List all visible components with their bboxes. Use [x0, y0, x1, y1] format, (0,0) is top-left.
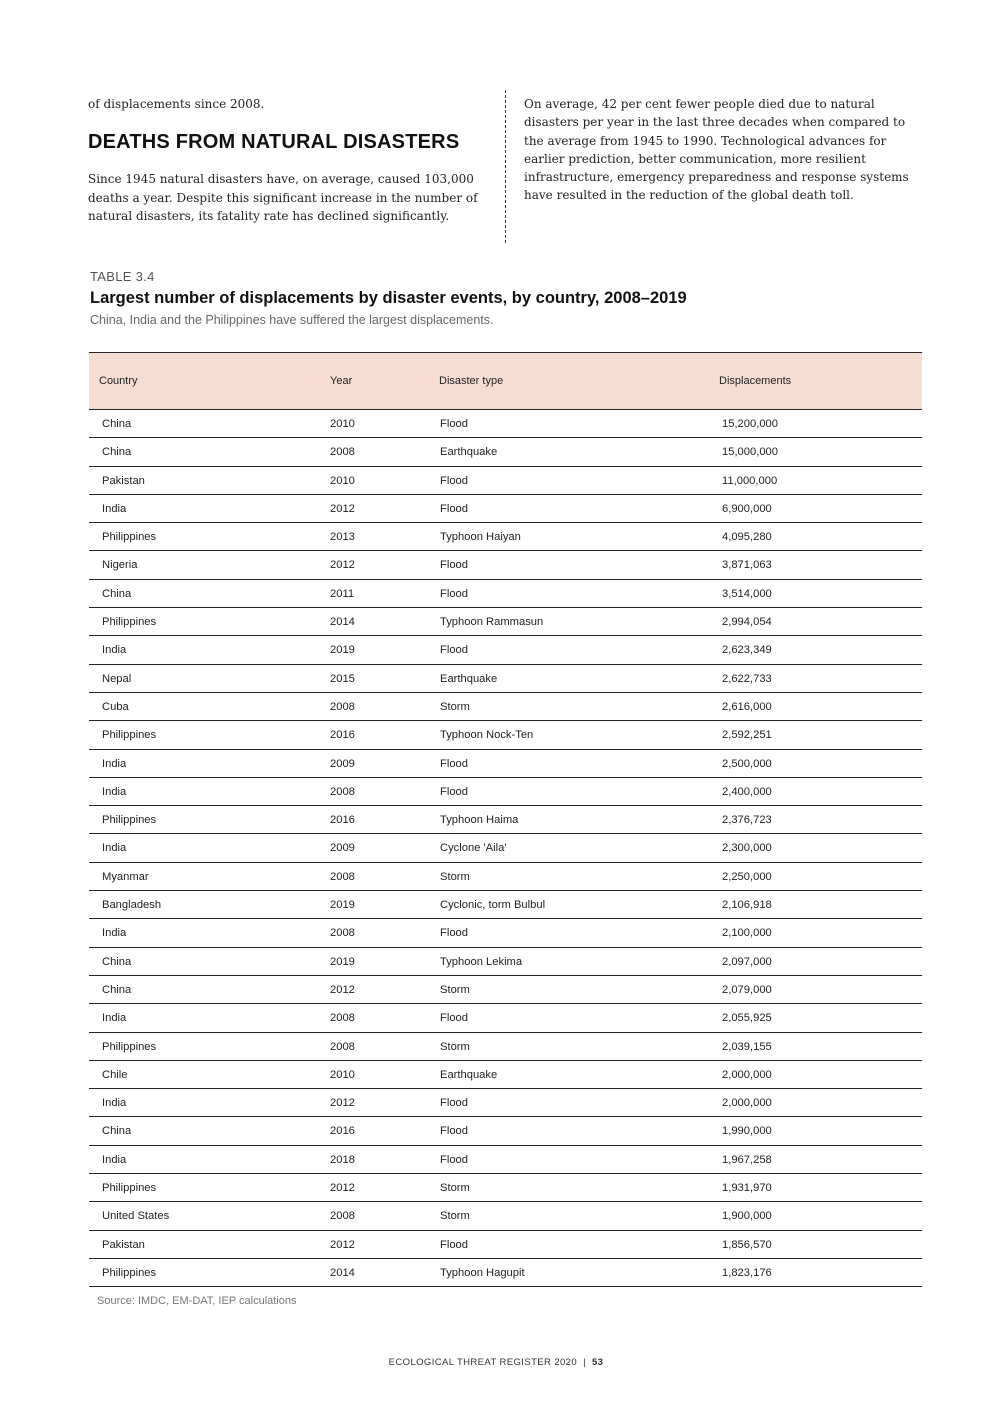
cell-disaster-type: Typhoon Haiyan	[440, 531, 521, 544]
cell-displacements: 15,200,000	[722, 418, 778, 430]
table-row	[89, 665, 922, 693]
table-row	[89, 778, 922, 806]
cell-year: 2010	[330, 418, 355, 430]
cell-country: China	[102, 587, 132, 600]
cell-country: Cuba	[102, 700, 129, 713]
cell-disaster-type: Earthquake	[440, 446, 498, 459]
table-row	[89, 438, 922, 466]
column-header-year: Year	[330, 375, 353, 387]
cell-displacements: 2,079,000	[722, 983, 772, 996]
column-header-country: Country	[99, 375, 138, 387]
cell-country: China	[102, 955, 132, 968]
cell-disaster-type: Flood	[440, 1125, 468, 1138]
cell-displacements: 2,300,000	[722, 842, 772, 855]
cell-country: Pakistan	[102, 474, 145, 487]
cell-country: United States	[102, 1210, 170, 1223]
cell-country: Nigeria	[102, 559, 138, 572]
table-header	[89, 352, 922, 410]
table-row	[89, 410, 922, 438]
cell-disaster-type: Flood	[440, 644, 468, 657]
cell-displacements: 2,592,251	[722, 729, 772, 742]
cell-country: India	[102, 785, 127, 798]
table-row	[89, 750, 922, 778]
cell-country: Pakistan	[102, 1238, 145, 1251]
column-header-disaster-type: Disaster type	[439, 375, 504, 387]
cell-disaster-type: Flood	[440, 927, 468, 940]
table-row	[89, 891, 922, 919]
right-column	[524, 95, 924, 205]
cell-disaster-type: Flood	[440, 1238, 468, 1251]
cell-country: Philippines	[102, 814, 157, 827]
cell-disaster-type: Typhoon Hagupit	[440, 1266, 525, 1279]
cell-disaster-type: Earthquake	[440, 672, 498, 685]
column-divider	[505, 90, 506, 243]
cell-displacements: 1,931,970	[722, 1182, 772, 1195]
table-row	[89, 1174, 922, 1202]
cell-year: 2016	[330, 729, 355, 742]
table-row	[89, 1004, 922, 1032]
cell-displacements: 2,500,000	[722, 757, 772, 770]
cell-displacements: 1,823,176	[722, 1266, 772, 1279]
cell-year: 2015	[330, 672, 355, 685]
cell-country: China	[102, 418, 132, 430]
table-row	[89, 636, 922, 664]
cell-displacements: 1,856,570	[722, 1238, 772, 1251]
cell-country: India	[102, 1153, 127, 1166]
footer-publication: ECOLOGICAL THREAT REGISTER 2020	[388, 1357, 578, 1368]
column-header-displacements: Displacements	[719, 375, 792, 387]
cell-disaster-type: Flood	[440, 785, 468, 798]
cell-displacements: 3,514,000	[722, 587, 772, 600]
table-row	[89, 1259, 922, 1287]
cell-displacements: 2,623,349	[722, 644, 772, 657]
table-row	[89, 495, 922, 523]
cell-year: 2008	[330, 700, 355, 713]
cell-displacements: 2,000,000	[722, 1097, 772, 1110]
section-heading: DEATHS FROM NATURAL DISASTERS	[88, 131, 460, 154]
cell-disaster-type: Storm	[440, 983, 470, 996]
cell-year: 2013	[330, 531, 355, 544]
cell-year: 2019	[330, 955, 355, 968]
footer-separator: |	[583, 1357, 586, 1368]
cell-year: 2014	[330, 616, 355, 629]
cell-country: Philippines	[102, 1266, 157, 1279]
cell-displacements: 15,000,000	[722, 446, 778, 459]
cell-country: Bangladesh	[102, 899, 162, 912]
cell-year: 2012	[330, 1097, 355, 1110]
cell-disaster-type: Flood	[440, 757, 468, 770]
cell-year: 2018	[330, 1153, 355, 1166]
cell-year: 2012	[330, 559, 355, 572]
cell-displacements: 2,055,925	[722, 1012, 772, 1025]
table-row	[89, 806, 922, 834]
cell-displacements: 2,039,155	[722, 1040, 772, 1053]
table-row	[89, 721, 922, 749]
cell-displacements: 4,095,280	[722, 531, 772, 544]
cell-displacements: 1,900,000	[722, 1210, 772, 1223]
table-row	[89, 1033, 922, 1061]
cell-country: Myanmar	[102, 870, 149, 883]
cell-year: 2008	[330, 870, 355, 883]
cell-disaster-type: Flood	[440, 587, 468, 600]
table-row	[89, 1146, 922, 1174]
cell-country: India	[102, 842, 127, 855]
cell-displacements: 3,871,063	[722, 559, 772, 572]
cell-year: 2009	[330, 842, 355, 855]
cell-disaster-type: Typhoon Lekima	[440, 955, 523, 968]
table-row	[89, 1117, 922, 1145]
table-row	[89, 523, 922, 551]
cell-disaster-type: Flood	[440, 502, 468, 515]
cell-country: Philippines	[102, 1040, 157, 1053]
cell-displacements: 11,000,000	[722, 474, 778, 487]
cell-year: 2011	[330, 587, 355, 600]
cell-year: 2016	[330, 1125, 355, 1138]
cell-disaster-type: Typhoon Haima	[440, 814, 519, 827]
page-footer	[0, 1357, 992, 1368]
table-row	[89, 608, 922, 636]
cell-year: 2016	[330, 814, 355, 827]
cell-disaster-type: Typhoon Nock-Ten	[440, 729, 534, 742]
table-row	[89, 863, 922, 891]
cell-displacements: 2,250,000	[722, 870, 772, 883]
cell-country: Chile	[102, 1068, 128, 1081]
table-row	[89, 919, 922, 947]
cell-country: Philippines	[102, 1182, 157, 1195]
cell-year: 2008	[330, 446, 355, 459]
cell-country: China	[102, 1125, 132, 1138]
table-row	[89, 467, 922, 495]
cell-displacements: 2,106,918	[722, 899, 772, 912]
table-row	[89, 1089, 922, 1117]
table-row	[89, 551, 922, 579]
table-title: Largest number of displacements by disaster events, by country, 2008–2019	[90, 289, 687, 307]
left-body-text: Since 1945 natural disasters have, on average, caused 103,000 deaths a year. Despite this significant increase in the number of natural disasters, its fatality rate has declined significantly.	[88, 172, 478, 223]
cell-country: Philippines	[102, 531, 157, 544]
table-row	[89, 1061, 922, 1089]
cell-disaster-type: Typhoon Rammasun	[440, 616, 544, 629]
table-row	[89, 580, 922, 608]
cell-displacements: 1,967,258	[722, 1153, 772, 1166]
cell-country: China	[102, 446, 132, 459]
cell-year: 2008	[330, 927, 355, 940]
cell-disaster-type: Cyclonic, torm Bulbul	[440, 899, 546, 912]
cell-year: 2014	[330, 1266, 355, 1279]
cell-country: India	[102, 927, 127, 940]
continuation-text: of displacements since 2008.	[88, 97, 265, 111]
table-row	[89, 1202, 922, 1230]
cell-displacements: 2,000,000	[722, 1068, 772, 1081]
cell-disaster-type: Storm	[440, 1040, 470, 1053]
table-subtitle: China, India and the Philippines have suffered the largest displacements.	[90, 313, 494, 327]
cell-year: 2008	[330, 785, 355, 798]
cell-disaster-type: Earthquake	[440, 1068, 498, 1081]
cell-disaster-type: Storm	[440, 700, 470, 713]
cell-displacements: 2,622,733	[722, 672, 772, 685]
cell-year: 2012	[330, 1182, 355, 1195]
cell-disaster-type: Cyclone 'Aila'	[440, 842, 507, 855]
cell-displacements: 2,616,000	[722, 700, 772, 713]
cell-disaster-type: Storm	[440, 870, 470, 883]
table-body	[89, 410, 922, 1287]
cell-displacements: 2,376,723	[722, 814, 772, 827]
cell-year: 2008	[330, 1210, 355, 1223]
cell-displacements: 2,994,054	[722, 616, 772, 629]
cell-disaster-type: Flood	[440, 1012, 468, 1025]
cell-disaster-type: Flood	[440, 418, 468, 430]
cell-displacements: 2,100,000	[722, 927, 772, 940]
cell-year: 2008	[330, 1012, 355, 1025]
cell-year: 2019	[330, 644, 355, 657]
table-row	[89, 976, 922, 1004]
left-column	[88, 95, 483, 225]
cell-country: India	[102, 1012, 127, 1025]
cell-country: India	[102, 502, 127, 515]
table-row	[89, 1231, 922, 1259]
cell-year: 2009	[330, 757, 355, 770]
cell-displacements: 6,900,000	[722, 502, 772, 515]
cell-country: Philippines	[102, 729, 157, 742]
page-number: 53	[591, 1357, 604, 1368]
cell-country: India	[102, 757, 127, 770]
table-row	[89, 693, 922, 721]
table-row	[89, 834, 922, 862]
cell-country: India	[102, 644, 127, 657]
cell-displacements: 1,990,000	[722, 1125, 772, 1138]
right-body-text: On average, 42 per cent fewer people died due to natural disasters per year in the last three decades when compared to the average from 1945 to 1990. Technological advances for earlier prediction, better communication, more resilient infrastructure, emergency preparedness and response systems have resulted in the reduction of the global death toll.	[524, 97, 909, 203]
table-source: Source: IMDC, EM-DAT, IEP calculations	[97, 1295, 297, 1307]
table-label: TABLE 3.4	[90, 269, 155, 284]
cell-country: Nepal	[102, 672, 132, 685]
cell-year: 2012	[330, 1238, 355, 1251]
cell-disaster-type: Flood	[440, 1097, 468, 1110]
cell-year: 2012	[330, 502, 355, 515]
cell-country: Philippines	[102, 616, 157, 629]
cell-year: 2010	[330, 474, 355, 487]
cell-displacements: 2,400,000	[722, 785, 772, 798]
cell-country: China	[102, 983, 132, 996]
cell-year: 2010	[330, 1068, 355, 1081]
cell-country: India	[102, 1097, 127, 1110]
cell-year: 2012	[330, 983, 355, 996]
cell-displacements: 2,097,000	[722, 955, 772, 968]
cell-disaster-type: Flood	[440, 474, 468, 487]
cell-disaster-type: Flood	[440, 559, 468, 572]
cell-year: 2019	[330, 899, 355, 912]
cell-disaster-type: Storm	[440, 1210, 470, 1223]
cell-year: 2008	[330, 1040, 355, 1053]
cell-disaster-type: Storm	[440, 1182, 470, 1195]
displacements-table	[89, 352, 922, 1287]
table-row	[89, 948, 922, 976]
cell-disaster-type: Flood	[440, 1153, 468, 1166]
